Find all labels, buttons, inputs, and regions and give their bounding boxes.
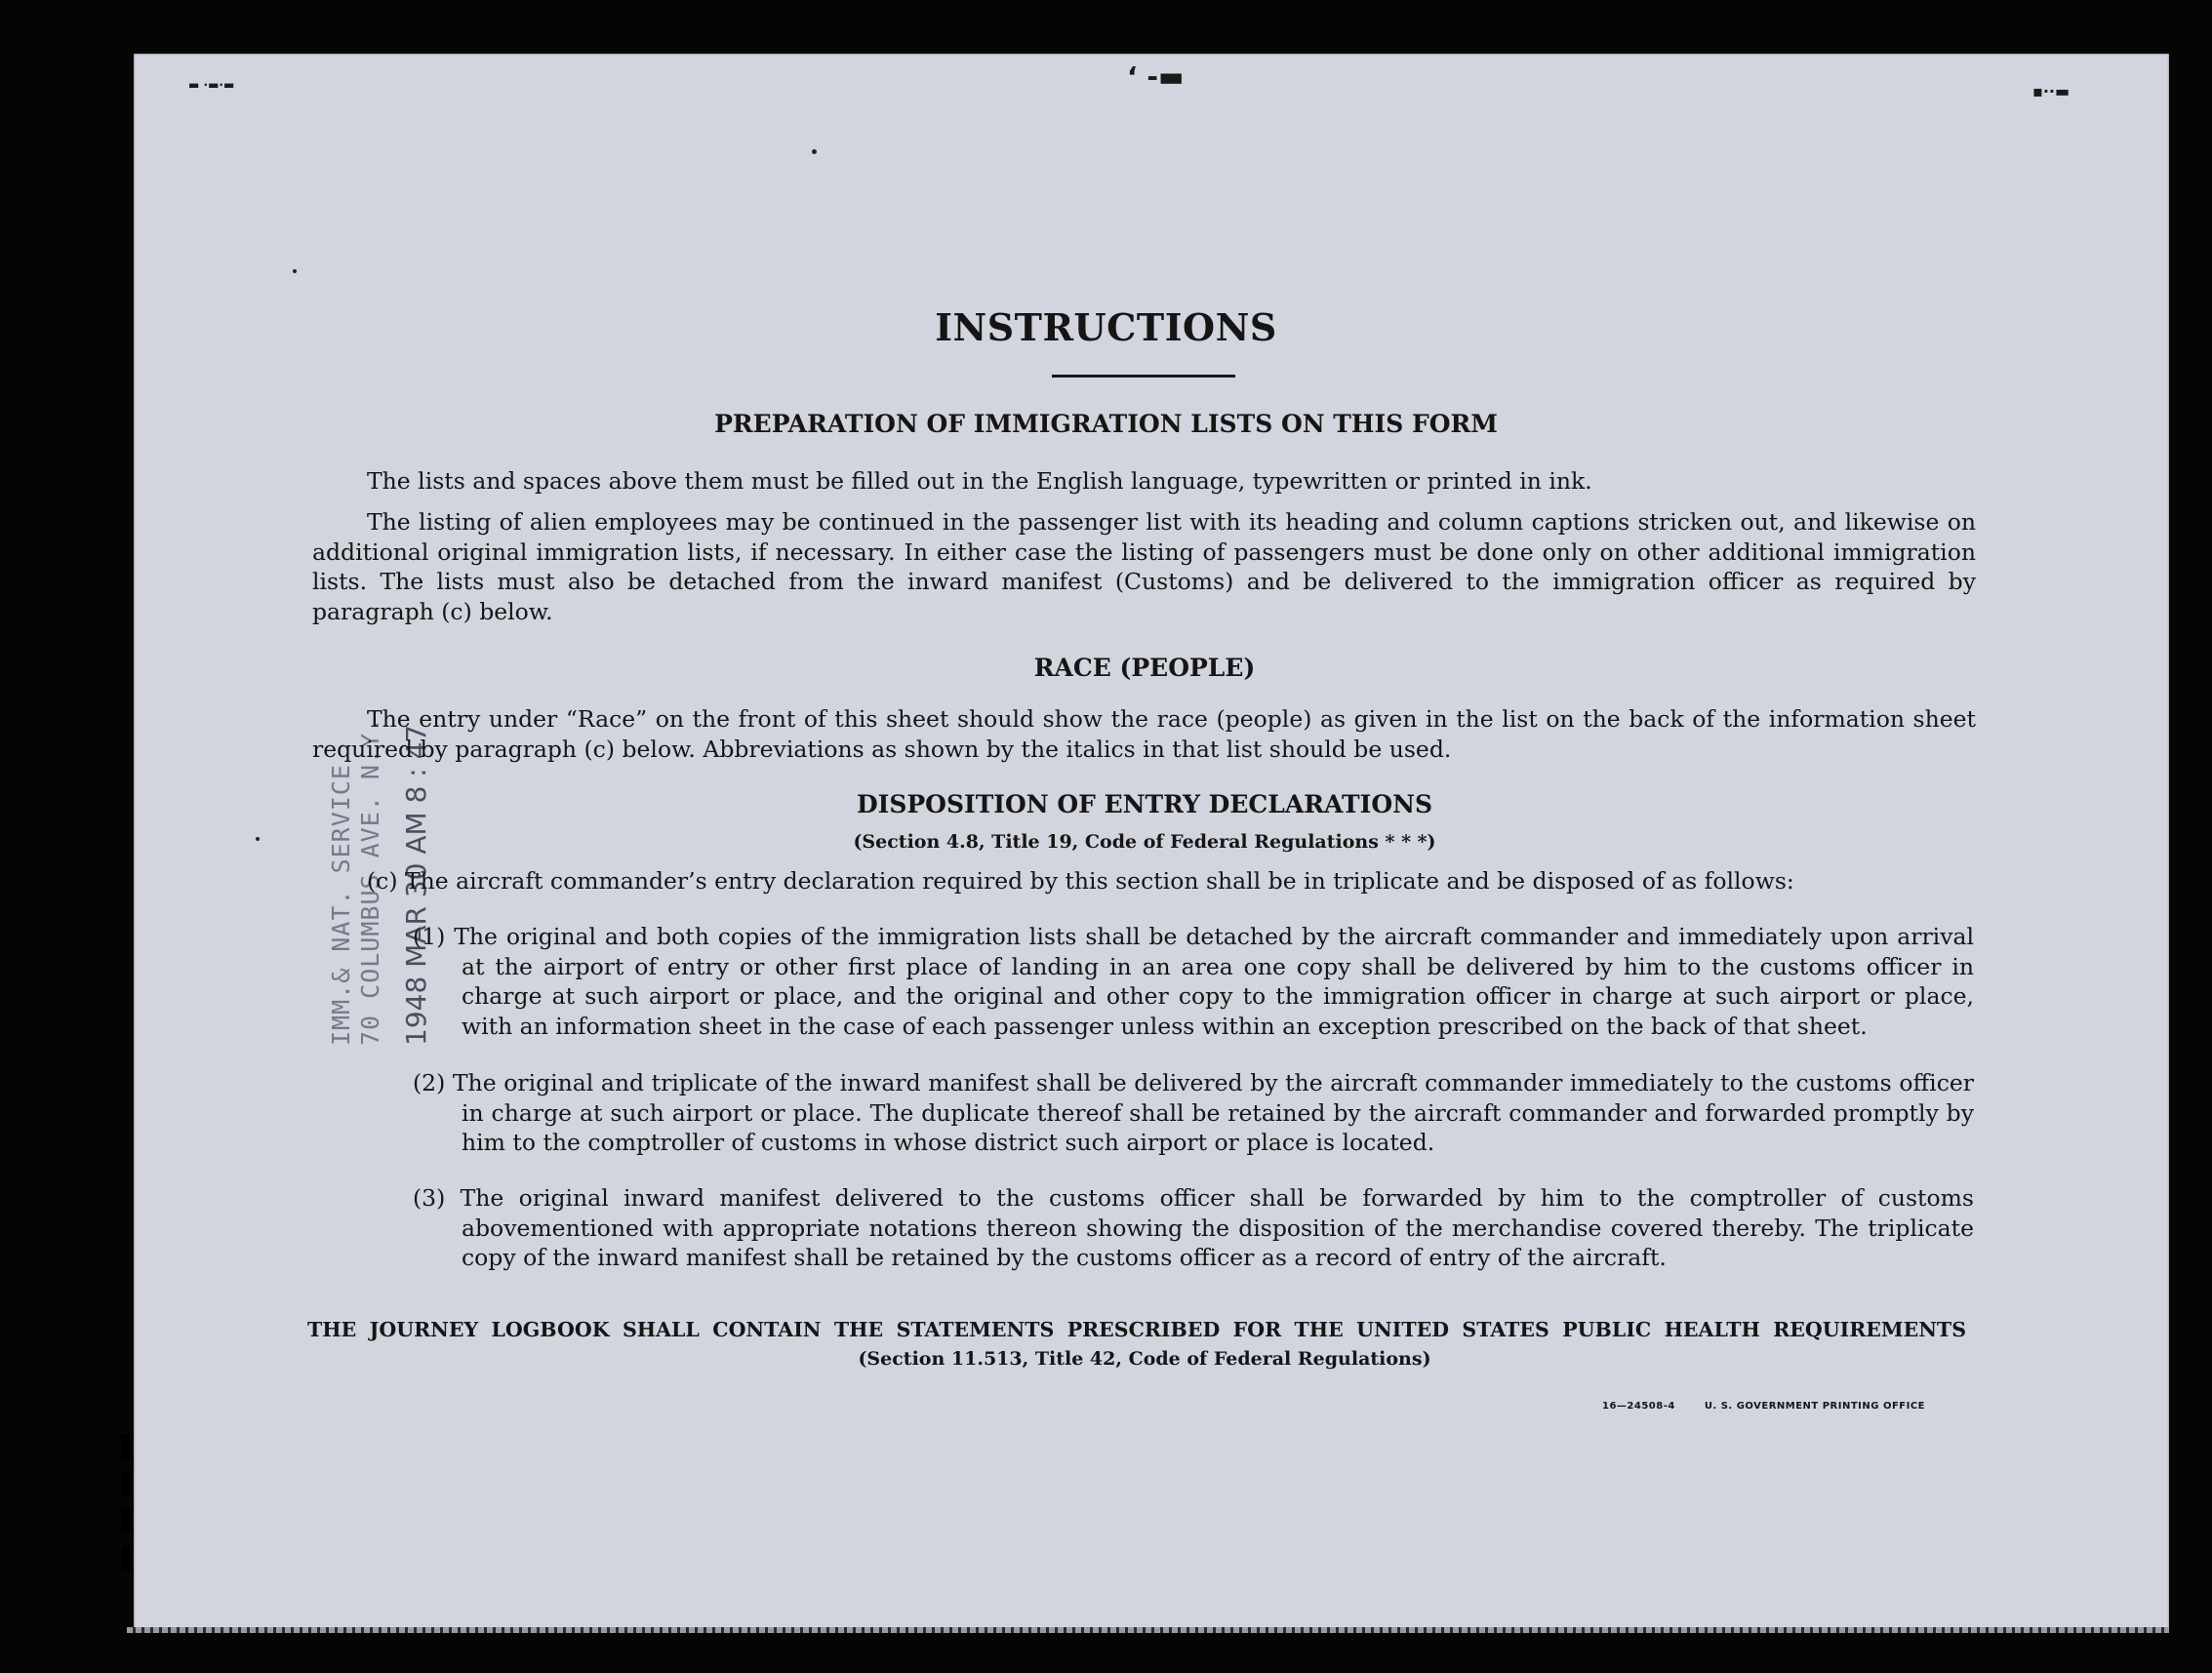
speck (293, 269, 297, 273)
paragraph-intro: (c) The aircraft commander’s entry declaration required by this section shall be in triplicate and be disposed of as follows: (367, 867, 1794, 895)
paragraph: The lists and spaces above them must be filled out in the English language, typewritten or printed in ink. (367, 467, 1592, 495)
printer-imprint (1602, 1401, 1951, 1412)
paragraph: The entry under “Race” on the front of this sheet should show the race (people) as given in the list on the back of the information sheet required by paragraph (c) below. Abbreviations as shown by the italics in that list should be used. (312, 705, 1976, 763)
health-requirements-statement: THE JOURNEY LOGBOOK SHALL CONTAIN THE STATEMENTS PRESCRIBED FOR THE UNITED STATES PUBLIC HEALTH REQUIREMENTS (307, 1318, 1966, 1341)
list-item: (1) The original and both copies of the immigration lists shall be detached by the aircraft commander and immediately upon arrival at the airport of entry or other first place of landing in an area one copy shall be delivered by him to the customs officer in charge at such airport or place, and the original and other copy to the immigration officer in charge at such airport or place, with an information sheet in the case of each passenger unless within an exception prescribed on the back of that sheet. (413, 923, 1974, 1040)
paragraph: The listing of alien employees may be continued in the passenger list with its heading and column captions stricken out, and likewise on additional original immigration lists, if necessary. In either case the listing of passengers must be done only on other additional immigration lists. The lists must also be detached from the inward manifest (Customs) and be delivered to the immigration officer as required by paragraph (c) below. (312, 508, 1976, 625)
regulation-citation: (Section 4.8, Title 19, Code of Federal Regulations * * *) (853, 831, 1436, 853)
stamp-date: 1948 MAR 30 AM 8 : 47 (400, 724, 432, 1046)
page-title: INSTRUCTIONS (935, 305, 1277, 349)
ink-mark: ▪··▬ (2032, 82, 2071, 100)
ink-mark: ▬ ·▬·▬ (188, 78, 235, 92)
binding-marks (121, 1434, 133, 1582)
ink-mark: ‘ -▬ (1127, 60, 1185, 93)
health-citation: (Section 11.513, Title 42, Code of Federal Regulations) (858, 1348, 1431, 1370)
printer-name: U. S. GOVERNMENT PRINTING OFFICE (1704, 1401, 1926, 1412)
sheet-edge (127, 1627, 2169, 1633)
stamp-address: 70 COLUMBUS AVE. N.Y. (356, 716, 384, 1046)
stamp-office: IMM.& NAT. SERVICE (327, 764, 355, 1046)
title-rule (1052, 375, 1235, 378)
list-item: (3) The original inward manifest delivered to the customs officer shall be forwarded by him to the comptroller of customs abovementioned with appropriate notations thereon showing the disposition of the merchandise covered thereby. The triplicate copy of the inward manifest shall be retained by the customs officer as a record of entry of the aircraft. (413, 1184, 1974, 1271)
form-number: 16—24508-4 (1602, 1401, 1675, 1412)
heading-disposition: DISPOSITION OF ENTRY DECLARATIONS (856, 790, 1433, 818)
heading-race: RACE (PEOPLE) (1033, 654, 1256, 682)
list-item: (2) The original and triplicate of the inward manifest shall be delivered by the aircraft commander immediately to the customs officer in charge at such airport or place. The duplicate thereof shall be retained by the aircraft commander and forwarded promptly by him to the comptroller of customs in whose district such airport or place is located. (413, 1069, 1974, 1156)
speck (812, 149, 817, 154)
heading-preparation: PREPARATION OF IMMIGRATION LISTS ON THIS FORM (714, 410, 1498, 438)
